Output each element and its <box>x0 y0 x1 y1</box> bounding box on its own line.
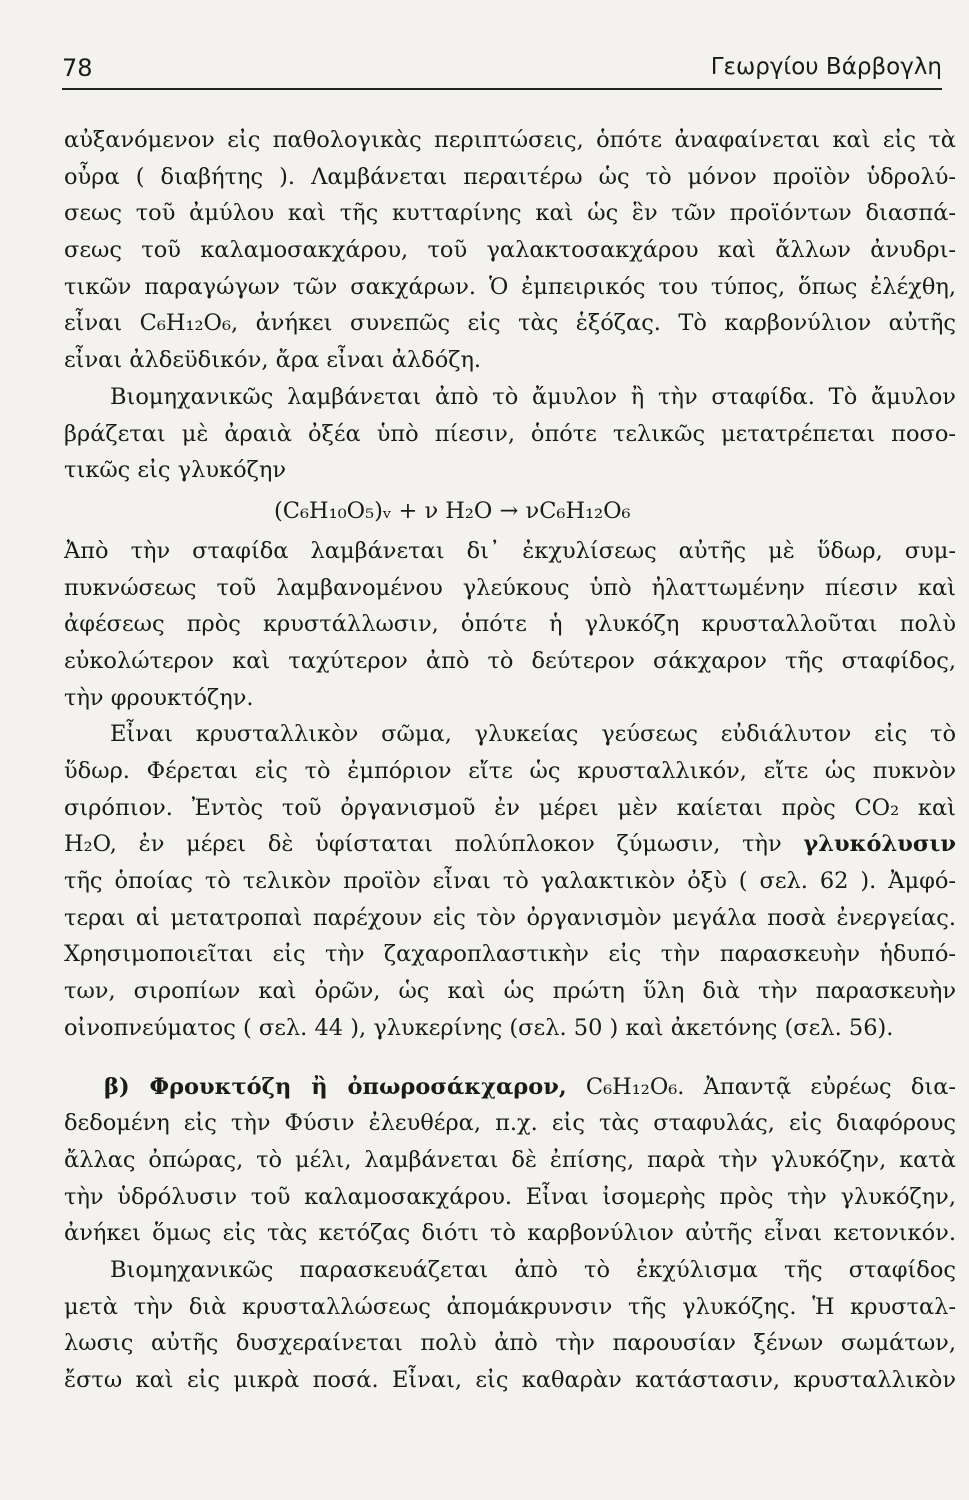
paragraph <box>64 1252 956 1399</box>
text-line: Χρησιμοποιεῖται εἰς τὴν ζαχαροπλαστικὴν εἰς τὴν παρασκευὴν ἡδυπό- <box>64 941 956 968</box>
bold-term: γλυκόλυσιν <box>803 831 956 858</box>
text-span: C₆H₁₂O₆. Ἀπαντᾷ εὐρέως δια- <box>566 1073 956 1100</box>
text-line: ἔστω καὶ εἰς μικρὰ ποσά. Εἶναι, εἰς καθαρὰν κατάστασιν, κρυσταλλικὸν <box>64 1367 956 1393</box>
text-line: βράζεται μὲ ἀραιὰ ὀξέα ὑπὸ πίεσιν, ὁπότε τελικῶς μετατρέπεται ποσο- <box>64 420 956 447</box>
text-line: ἄλλας ὀπώρας, τὸ μέλι, λαμβάνεται δὲ ἐπίσης, παρὰ τὴν γλυκόζην, κατὰ <box>64 1146 956 1173</box>
paragraph <box>64 122 956 379</box>
text-span: H₂O, ἐν μέρει δὲ ὑφίσταται πολύπλοκον ζύμωσιν, τὴν <box>64 831 804 858</box>
text-line: Βιομηχανικῶς λαμβάνεται ἀπὸ τὸ ἄμυλον ἢ τὴν σταφίδα. Τὸ ἄμυλον <box>110 383 956 410</box>
text-line: ἀνήκει ὅμως εἰς τὰς κετόζας διότι τὸ καρβονύλιον αὐτῆς εἶναι κετονικόν. <box>64 1220 956 1247</box>
text-line: οἰνοπνεύματος ( σελ. 44 ), γλυκερίνης (σελ. 50 ) καὶ ἀκετόνης (σελ. 56). <box>64 1014 894 1041</box>
text-line: τεραι αἱ μετατροπαὶ παρέχουν εἰς τὸν ὀργανισμὸν μεγάλα ποσὰ ἐνεργείας. <box>64 904 956 931</box>
text-line: ὕδωρ. Φέρεται εἰς τὸ ἐμπόριον εἴτε ὡς κρυσταλλικόν, εἴτε ὡς πυκνὸν <box>64 758 956 784</box>
section-heading: β) Φρουκτόζη ἢ ὀπωροσάκχαρον, <box>104 1073 567 1100</box>
page-number: 78 <box>62 54 93 82</box>
chemical-equation: (C₆H₁₀O₅)ᵥ + ν H₂O → νC₆H₁₂O₆ <box>274 497 631 524</box>
text-line: λωσις αὐτῆς δυσχεραίνεται πολὺ ἀπὸ τὴν παρουσίαν ξένων σωμάτων, <box>64 1330 956 1357</box>
text-line: εἶναι ἀλδεϋδικόν, ἄρα εἶναι ἀλδόζη. <box>64 347 482 374</box>
text-line: πυκνώσεως τοῦ λαμβανομένου γλεύκους ὑπὸ ἠλαττωμένην πίεσιν καὶ <box>64 574 956 601</box>
text-line: τικῶς εἰς γλυκόζην <box>64 457 287 484</box>
text-line: των, σιροπίων καὶ ὀρῶν, ὡς καὶ ὡς πρώτη ὕλη διὰ τὴν παρασκευὴν <box>64 978 956 1005</box>
text-line: Βιομηχανικῶς παρασκευάζεται ἀπὸ τὸ ἐκχύλισμα τῆς σταφίδος <box>110 1256 956 1283</box>
text-line: εὐκολώτερον καὶ ταχύτερον ἀπὸ τὸ δεύτερον σάκχαρον τῆς σταφίδος, <box>64 647 956 674</box>
text-line: δεδομένη εἰς τὴν Φύσιν ἐλευθέρα, π.χ. εἰς τὰς σταφυλάς, εἰς διαφόρους <box>64 1110 956 1137</box>
text-line: εἶναι C₆H₁₂O₆, ἀνήκει συνεπῶς εἰς τὰς ἑξόζας. Τὸ καρβονύλιον αὐτῆς <box>64 310 956 337</box>
text-line: Εἶναι κρυσταλλικὸν σῶμα, γλυκείας γεύσεως εὐδιάλυτον εἰς τὸ <box>110 721 956 748</box>
paragraph <box>64 716 956 1046</box>
section-fructose <box>64 1069 956 1252</box>
paragraph <box>64 533 956 716</box>
page-body <box>64 122 956 1399</box>
text-line: οὖρα ( διαβήτης ). Λαμβάνεται περαιτέρω ὡς τὸ μόνον προϊὸν ὑδρολύ- <box>64 163 956 190</box>
text-line: τὴν ὑδρόλυσιν τοῦ καλαμοσακχάρου. Εἶναι ἰσομερὴς πρὸς τὴν γλυκόζην, <box>64 1183 956 1210</box>
paragraph <box>64 379 956 489</box>
text-line: τικῶν παραγώγων τῶν σακχάρων. Ὁ ἐμπειρικός του τύπος, ὅπως ἐλέχθη, <box>64 273 956 300</box>
text-line: τὴν φρουκτόζην. <box>64 684 254 711</box>
text-line: σεως τοῦ ἀμύλου καὶ τῆς κυτταρίνης καὶ ὡς ἓν τῶν προϊόντων διασπά- <box>64 200 956 227</box>
text-line: σιρόπιον. Ἐντὸς τοῦ ὀργανισμοῦ ἐν μέρει μὲν καίεται πρὸς CO₂ καὶ <box>64 794 956 821</box>
text-line: αὐξανόμενον εἰς παθολογικὰς περιπτώσεις, ὁπότε ἀναφαίνεται καὶ εἰς τὰ <box>64 127 956 153</box>
text-line: Ἀπὸ τὴν σταφίδα λαμβάνεται δι᾽ ἐκχυλίσεως αὐτῆς μὲ ὕδωρ, συμ- <box>64 537 956 564</box>
text-line: ἀφέσεως πρὸς κρυστάλλωσιν, ὁπότε ἡ γλυκόζη κρυσταλλοῦται πολὺ <box>64 611 956 638</box>
text-line <box>64 1069 956 1106</box>
text-line: σεως τοῦ καλαμοσακχάρου, τοῦ γαλακτοσακχάρου καὶ ἄλλων ἀνυδρι- <box>64 237 956 264</box>
text-line: τῆς ὁποίας τὸ τελικὸν προϊὸν εἶναι τὸ γαλακτικὸν ὀξὺ ( σελ. 62 ). Ἀμφό- <box>64 868 956 895</box>
section-gap <box>64 1047 956 1069</box>
page-header <box>62 40 942 90</box>
text-line <box>64 826 956 863</box>
text-line: μετὰ τὴν διὰ κρυσταλλώσεως ἀπομάκρυνσιν τῆς γλυκόζης. Ἡ κρυσταλ- <box>64 1293 956 1320</box>
running-head: Γεωργίου Βάρβογλη <box>710 54 942 80</box>
